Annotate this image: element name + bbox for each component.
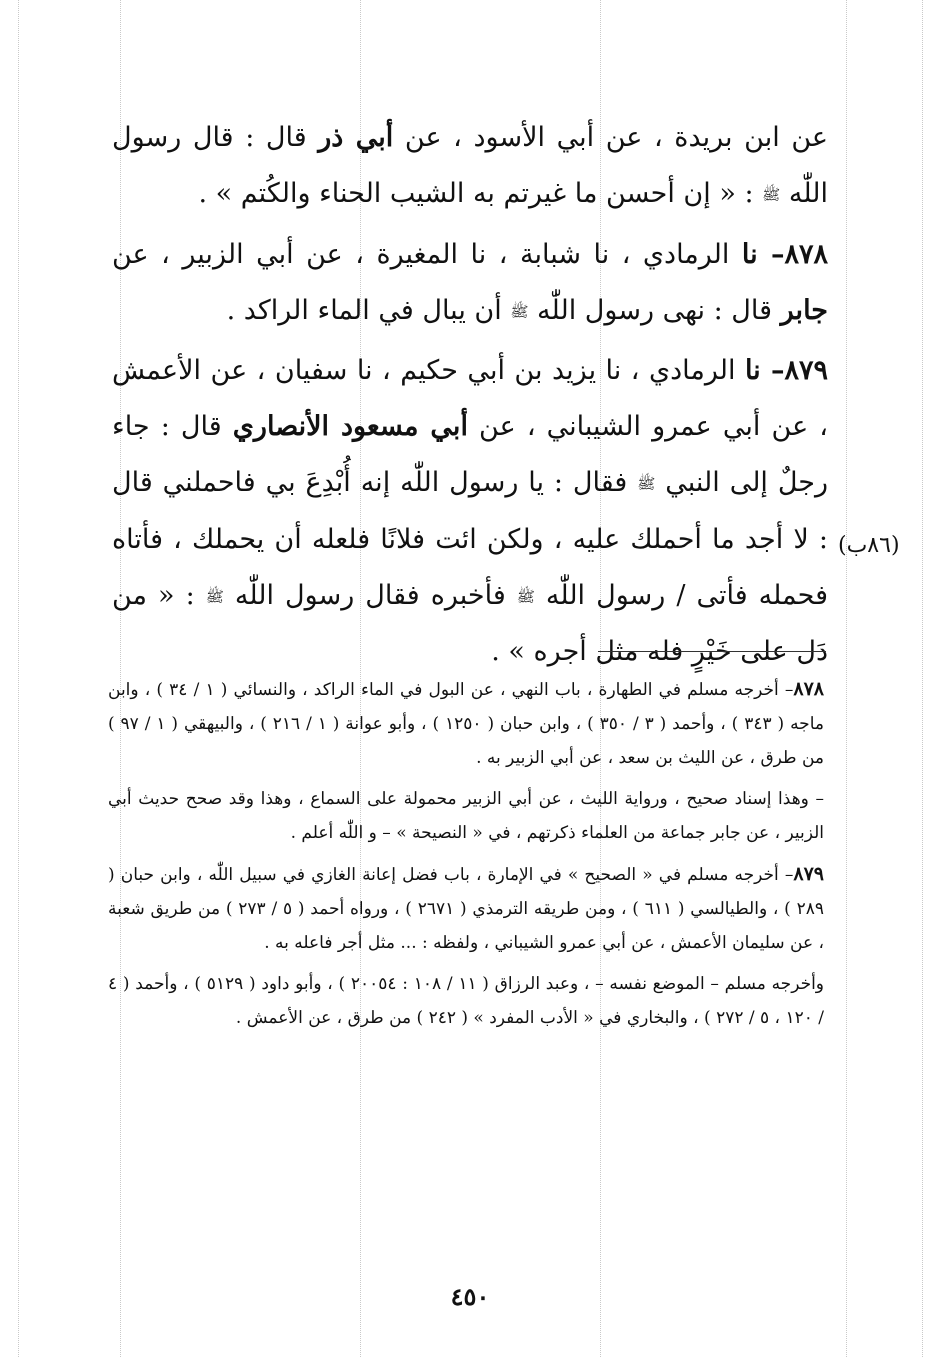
salla-glyph: ﷺ (637, 474, 656, 493)
page-number: ٤٥٠ (450, 1282, 490, 1311)
footnote-number: ٨٧٩ (793, 863, 824, 885)
paragraph-continuation (112, 110, 828, 223)
text-run: فأخبره فقال رسول اللّٰه (223, 579, 517, 611)
main-text (112, 110, 828, 684)
text-run: قال : نهى رسول اللّٰه (528, 294, 781, 326)
narrator-name: أبي ذر (318, 122, 394, 153)
hadith-number: ٨٧٨ (784, 238, 828, 270)
hadith-879 (112, 343, 828, 680)
narrator-name: أبي مسعود الأنصاري (232, 411, 468, 442)
footnote-text: – أخرجه مسلم في « الصحيح » في الإمارة ، باب فضل إعانة الغازي في سبيل اللّٰه ، وابن حبان ( ٢٨٩ ) ، والطيالسي ( ٦١١ ) ، ومن طريقه الترمذي ( ٢٦٧١ ) ، ورواه أحمد ( ٥ / ٢٧٣ ) من طريق شعبة ، عن سليمان الأعمش ، عن أبي عمرو الشيباني ، ولفظه : ... مثل أجر فاعله به . (108, 865, 824, 953)
text-run: الرمادي ، نا يزيد بن أبي حكيم ، نا سفيان ، عن الأعمش ، عن أبي عمرو الشيباني ، عن (112, 355, 829, 442)
text-run: – (757, 238, 785, 270)
footnote-divider (598, 651, 826, 652)
hadith-878 (112, 227, 828, 340)
footnote-number: ٨٧٨ (793, 678, 824, 700)
text-run: الرمادي ، نا شبابة ، نا المغيرة ، عن أبي الزبير ، عن (112, 238, 742, 270)
salla-glyph: ﷺ (205, 587, 224, 605)
text-run: قال : جاء رجلٌ إلى النبي (112, 411, 829, 498)
scan-line (846, 0, 847, 1357)
text-run: قال : قال رسول اللّٰه (112, 122, 828, 209)
footnote-text: وأخرجه مسلم – الموضع نفسه – ، وعبد الرزاق ( ١١ / ١٠٨ : ٢٠٠٥٤ ) ، وأبو داود ( ٥١٢٩ ) ، وأحمد ( ٤ / ١٢٠ ، ٥ / ٢٧٢ ) ، والبخاري في « الأدب المفرد » ( ٢٤٢ ) من طرق ، عن الأعمش . (108, 974, 825, 1028)
footnote-879 (108, 857, 824, 960)
footnote-text: – أخرجه مسلم في الطهارة ، باب النهي ، عن البول في الماء الراكد ، والنسائي ( ١ / ٣٤ ) ، وابن ماجه ( ٣٤٣ ) ، وأحمد ( ٣ / ٣٥٠ ) ، وابن حبان ( ١٢٥٠ ) ، وأبو عوانة ( ١ / ٢١٦ ) ، والبيهقي ( ١ / ٩٧ ) من طرق ، عن الليث بن سعد ، عن أبي الزبير به . (108, 680, 824, 768)
footnote-879-continued (108, 967, 824, 1035)
scan-line (922, 0, 923, 1357)
salla-glyph: ﷺ (762, 185, 781, 204)
footnote-text: – وهذا إسناد صحيح ، ورواية الليث ، عن أبي الزبير محمولة على السماع ، وهذا وقد صحح حديث أبي الزبير ، عن جابر جماعة من العلماء ذكرتهم ، في « النصيحة » – و اللّٰه أعلم . (108, 789, 824, 843)
text-run: : « إن أحسن ما غيرتم به الشيب الحناء والكُتم » . (198, 178, 763, 209)
text-run: – (760, 355, 785, 386)
salla-glyph: ﷺ (510, 302, 529, 320)
narrator-name: جابر (780, 294, 828, 326)
footnote-878 (108, 672, 824, 775)
footnote-878-comment (108, 782, 824, 850)
narration-marker: نا (741, 238, 758, 270)
hadith-number: ٨٧٩ (784, 355, 829, 386)
manuscript-folio-note: (٨٦ب) (838, 533, 900, 558)
text-run: عن ابن بريدة ، عن أبي الأسود ، عن (393, 122, 829, 153)
text-run: فقال : يا رسول اللّٰه إنه أُبْدِعَ بي فاحملني قال : لا أجد ما أحملك عليه ، ولكن ائت فلانًا فلعله أن يحملك ، فأتاه فحمله فأتى / رسول اللّٰه (112, 467, 828, 611)
text-run: : « من دَل على خَيْرٍ فله مثل أجره » . (112, 579, 828, 667)
text-run: أن يبال في الماء الراكد . (226, 294, 511, 326)
narration-marker: نا (744, 355, 761, 386)
scan-line (18, 0, 19, 1357)
footnotes (108, 672, 824, 1042)
salla-glyph: ﷺ (516, 587, 535, 605)
